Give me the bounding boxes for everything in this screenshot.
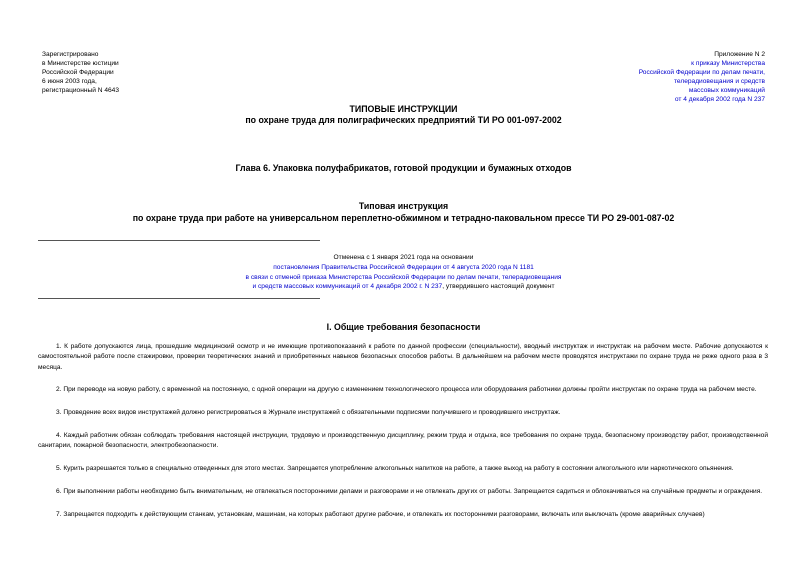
cancellation-note (0, 253, 807, 292)
registration-line: Российской Федерации (42, 69, 114, 77)
title-line-1: ТИПОВЫЕ ИНСТРУКЦИИ (349, 104, 458, 114)
order-cancel-link[interactable]: и средств массовых коммуникаций от 4 декабря 2002 г. N 237 (252, 283, 443, 291)
registration-line: в Министерстве юстиции (42, 60, 119, 68)
order-cancel-link[interactable]: в связи с отменой приказа Министерства Российской Федерации по делам печати, телерадиовещания (245, 273, 562, 281)
appendix-note (639, 50, 765, 105)
instruction-title-line-2: по охране труда при работе на универсальном переплетно-обжимном и тетрадно-паковальном прессе ТИ РО 29-001-087-02 (132, 212, 675, 223)
divider-bottom (38, 298, 320, 299)
paragraph: 7. Запрещается подходить к действующим станкам, установкам, машинам, на которых работают другие рабочие, и отвлекать их посторонними разговорами, включать или выключать (кроме аварийных случаев) (56, 510, 705, 518)
cancellation-line (0, 273, 807, 283)
paragraph: 6. При выполнении работы необходимо быть внимательным, не отвлекаться посторонними делами и разговорами и не отвлекать других от работы. Запрещается садиться и облокачиваться на случайные предметы и ограждения. (56, 487, 763, 495)
registration-line: регистрационный N 4643 (42, 87, 120, 95)
order-link-line[interactable]: Российской Федерации по делам печати, (638, 69, 765, 77)
divider-top (38, 240, 320, 241)
cancellation-tail: , утвердившего настоящий документ (442, 283, 555, 291)
instruction-title (0, 201, 807, 224)
registration-line: Зарегистрировано (42, 51, 99, 58)
chapter-heading: Глава 6. Упаковка полуфабрикатов, готовой продукции и бумажных отходов (235, 163, 572, 173)
appendix-label: Приложение N 2 (714, 51, 765, 58)
cancellation-line (0, 282, 807, 292)
paragraph: 5. Курить разрешается только в специально отведенных для этого местах. Запрещается употребление алкогольных напитков на работе, а также выход на работу в состоянии алкогольного или наркотического опьянения. (56, 465, 734, 473)
document-title (0, 104, 807, 126)
order-link-line[interactable]: от 4 декабря 2002 года N 237 (674, 96, 765, 104)
section-body (38, 342, 768, 532)
instruction-title-line-1: Типовая инструкция (358, 201, 449, 211)
title-line-2: по охране труда для полиграфических предприятий ТИ РО 001-097-2002 (245, 115, 562, 125)
order-link-line[interactable]: к приказу Министерства (691, 60, 765, 68)
paragraph: 3. Проведение всех видов инструктажей должно регистрироваться в Журнале инструктажей с обязательными подписями получившего и проводившего инструктаж. (56, 409, 561, 417)
paragraph: 4. Каждый работник обязан соблюдать требования настоящей инструкции, трудовую и производственную дисциплину, режим труда и отдыха, все требования по охране труда, безопасному производству работ, производственной санитарии, пожарной безопасности, электробезопасности. (38, 431, 768, 450)
registration-note (42, 50, 119, 95)
paragraph: 2. При переводе на новую работу, с временной на постоянную, с одной операции на другую с изменением технологического процесса или оборудования работники должны пройти инструктаж по охране труда на рабочем месте. (56, 386, 757, 394)
order-link-line[interactable]: телерадиовещания и средств (673, 78, 765, 86)
section-heading: I. Общие требования безопасности (326, 322, 481, 332)
order-link-line[interactable]: массовых коммуникаций (688, 87, 765, 95)
registration-line: 6 июня 2003 года, (42, 78, 97, 86)
cancellation-line: Отменена с 1 января 2021 года на основании (333, 254, 474, 261)
resolution-link[interactable]: постановления Правительства Российской Федерации от 4 августа 2020 года N 1181 (273, 263, 534, 271)
paragraph: 1. К работе допускаются лица, прошедшие медицинский осмотр и не имеющие противопоказаний к работе по данной профессии (специальности), вводный инструктаж и инструктаж на рабочем месте. Рабочие допускаются к самостоятельной работе после стажировки, проверки теоретических знаний и приобретенных навыков безопасных способов работы. В дальнейшем на рабочем месте проводятся инструктажи по охране труда не реже одного раза в 3 месяца. (38, 343, 768, 371)
